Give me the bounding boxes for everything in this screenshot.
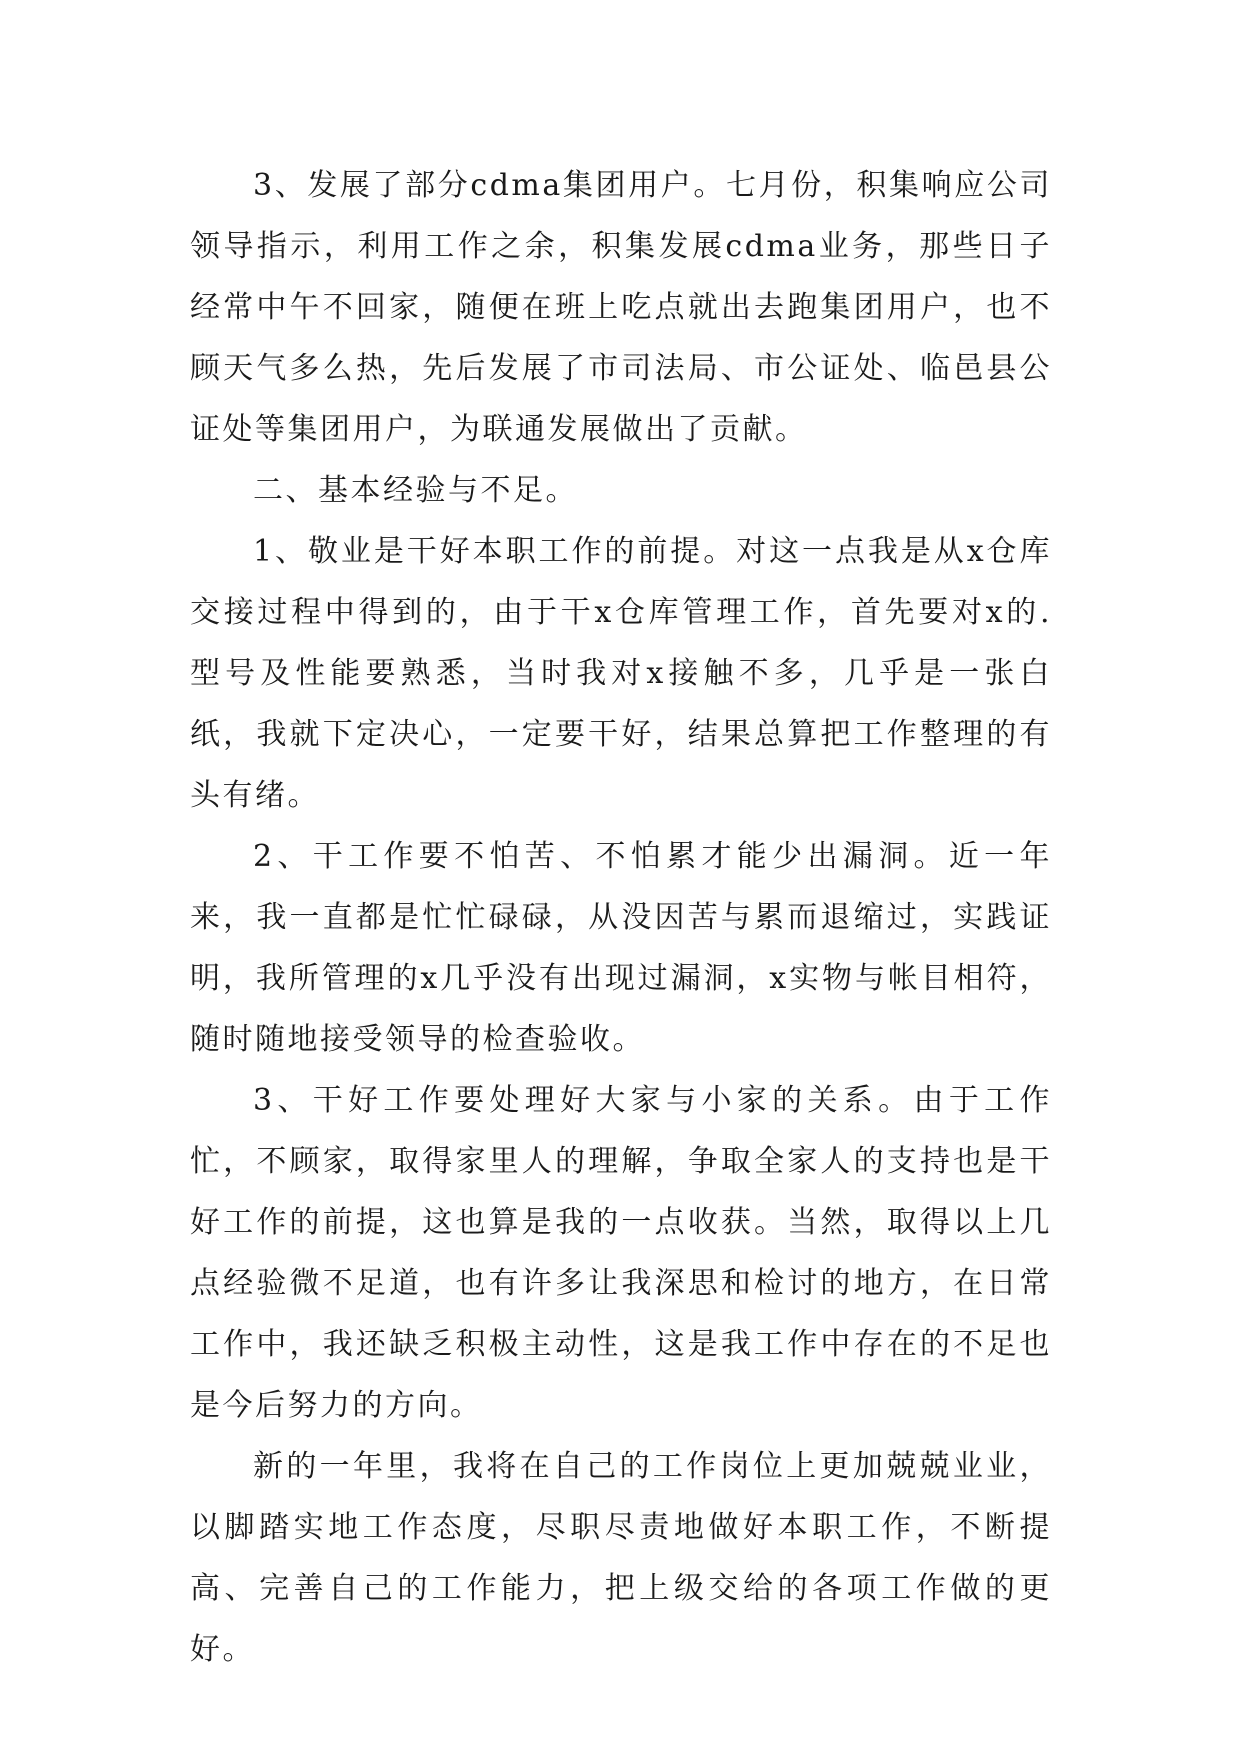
paragraph-new-year: 新的一年里，我将在自己的工作岗位上更加兢兢业业，以脚踏实地工作态度，尽职尽责地做好本职工作，不断提高、完善自己的工作能力，把上级交给的各项工作做的更好。 (190, 1449, 1052, 1667)
section-heading-experience: 二、基本经验与不足。 (253, 473, 578, 508)
paragraph-family-balance: 3、干好工作要处理好大家与小家的关系。由于工作忙，不顾家，取得家里人的理解，争取全家人的支持也是干好工作的前提，这也算是我的一点收获。当然，取得以上几点经验微不足道，也有许多让我深思和检讨的地方，在日常工作中，我还缺乏积极主动性，这是我工作中存在的不足也是今后努力的方向。 (190, 1083, 1052, 1423)
paragraph-hard-work: 2、干工作要不怕苦、不怕累才能少出漏洞。近一年来，我一直都是忙忙碌碌，从没因苦与累而退缩过，实践证明，我所管理的x几乎没有出现过漏洞，x实物与帐目相符，随时随地接受领导的检查验收。 (190, 839, 1052, 1057)
paragraph-dedication: 1、敬业是干好本职工作的前提。对这一点我是从x仓库交接过程中得到的，由于干x仓库管理工作，首先要对x的.型号及性能要熟悉，当时我对x接触不多，几乎是一张白纸，我就下定决心，一定要干好，结果总算把工作整理的有头有绪。 (190, 534, 1052, 813)
document-body (190, 155, 1052, 1680)
paragraph-cdma-users: 3、发展了部分cdma集团用户。七月份，积集响应公司领导指示，利用工作之余，积集发展cdma业务，那些日子经常中午不回家，随便在班上吃点就出去跑集团用户，也不顾天气多么热，先后发展了市司法局、市公证处、临邑县公证处等集团用户，为联通发展做出了贡献。 (190, 168, 1052, 447)
